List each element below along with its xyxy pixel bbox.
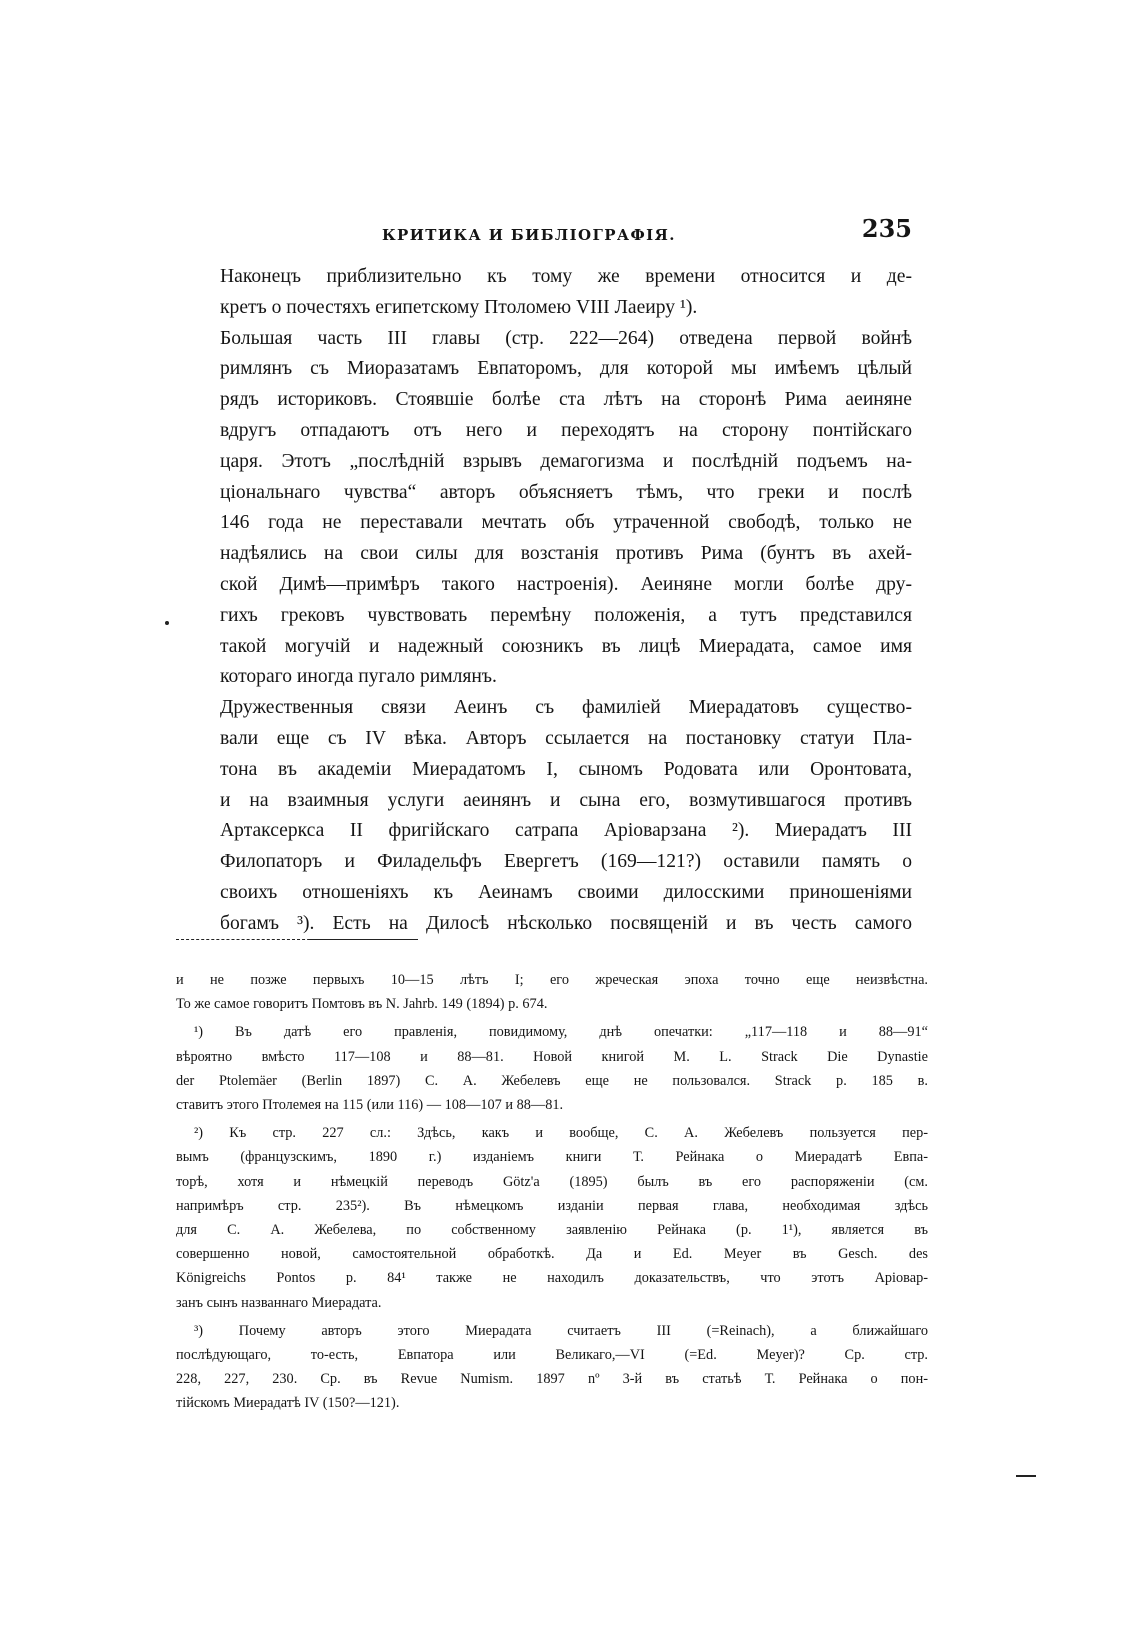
text-line: надѣялись на свои силы для возстанія противъ Рима (бунтъ въ ахей- xyxy=(220,543,912,565)
footnote-line: ²) Къ стр. 227 сл.: Здѣсь, какъ и вообще, С. А. Жебелевъ пользуется пер- xyxy=(194,1125,928,1142)
text-line: 146 года не переставали мечтать объ утраченной свободѣ, только не xyxy=(220,512,912,534)
main-text xyxy=(220,262,912,940)
footnote-line: напримѣръ стр. 235²). Въ нѣмецкомъ изданіи первая глава, необходимая здѣсь xyxy=(176,1197,928,1214)
text-line: Филопаторъ и Филадельфъ Евергетъ (169—121?) оставили память о xyxy=(220,851,912,873)
text-line: вдругъ отпадаютъ отъ него и переходятъ на сторону понтійскаго xyxy=(220,419,912,441)
text-line: своихъ отношеніяхъ къ Аеинамъ своими дилосскими приношеніями xyxy=(220,881,912,903)
footnote-line: То же самое говоритъ Помтовъ въ N. Jahrb. 149 (1894) p. 674. xyxy=(176,996,548,1013)
text-line: Большая часть III главы (стр. 222—264) отведена первой войнѣ xyxy=(220,327,912,349)
footnote-line: для С. А. Жебелева, по собственному заявленію Рейнака (p. 1¹), является въ xyxy=(176,1222,928,1239)
page-number: 235 xyxy=(861,214,912,243)
footnote-line: der Ptolemäer (Berlin 1897) С. А. Жебелевъ еще не пользовался. Strack p. 185 в. xyxy=(176,1072,928,1089)
footnote-line: ставитъ этого Птолемея на 115 (или 116) — 108—107 и 88—81. xyxy=(176,1097,564,1114)
text-line: гихъ грековъ чувствовать перемѣну положенія, а тутъ представился xyxy=(220,604,912,626)
margin-dash-mark xyxy=(1016,1475,1036,1477)
text-line: ской Димѣ—примѣръ такого настроенія). Аеиняне могли болѣе дру- xyxy=(220,573,912,595)
text-line: тона въ академіи Миерадатомъ I, сыномъ Родовата или Оронтовата, xyxy=(220,758,912,780)
text-line: и на взаимныя услуги аеинянъ и сына его, возмутившагося противъ xyxy=(220,789,912,811)
margin-mark xyxy=(165,621,169,625)
footnote-line: 228, 227, 230. Ср. въ Revue Numism. 1897 nº 3-й въ статьѣ Т. Рейнака о пон- xyxy=(176,1371,928,1388)
text-line: Артаксеркса II фригійскаго сатрапа Аріоварзана ²). Миерадатъ III xyxy=(220,820,912,842)
footnote-line: вѣроятно вмѣсто 117—108 и 88—81. Новой книгой M. L. Strack Die Dynastie xyxy=(176,1048,928,1065)
footnote-line: Königreichs Pontos p. 84¹ также не находилъ доказательствъ, что этотъ Аріовар- xyxy=(176,1270,928,1287)
footnotes xyxy=(176,968,928,1416)
text-line: Наконецъ приблизительно къ тому же времени относится и де- xyxy=(220,266,912,287)
footnote-line: ³) Почему авторъ этого Миерадата считаетъ III (=Reinach), а ближайшаго xyxy=(194,1322,928,1339)
text-line: Дружественныя связи Аеинъ съ фамиліей Миерадатовъ существо- xyxy=(220,697,912,719)
footnote-line: вымъ (французскимъ, 1890 г.) изданіемъ книги Т. Рейнака о Миерадатѣ Евпа- xyxy=(176,1149,928,1166)
text-line: царя. Этотъ „послѣдній взрывъ демагогизма и послѣдній подъемъ на- xyxy=(220,450,912,472)
text-line: богамъ ³). Есть на Дилосѣ нѣсколько посвященій и въ честь самого xyxy=(220,912,912,934)
running-head-title: КРИТИКА И БИБЛІОГРАФІЯ. xyxy=(382,226,676,244)
text-line: ціональнаго чувства“ авторъ объясняетъ тѣмъ, что греки и послѣ xyxy=(220,481,912,503)
running-head xyxy=(220,214,920,254)
footnote-line: торѣ, хотя и нѣмецкій переводъ Götz'а (1895) былъ въ его распоряженіи (см. xyxy=(176,1173,928,1190)
footnote-line: тійскомъ Миерадатѣ IV (150?—121). xyxy=(176,1395,400,1412)
text-line: римлянъ съ Миоразатамъ Евпаторомъ, для которой мы имѣемъ цѣлый xyxy=(220,358,912,380)
text-line: котораго иногда пугало римлянъ. xyxy=(220,666,497,688)
text-line: кретъ о почестяхъ египетскому Птоломею VIII Лаеиру ¹). xyxy=(220,296,698,318)
footnote-line: ¹) Въ датѣ его правленія, повидимому, днѣ опечатки: „117—118 и 88—91“ xyxy=(194,1024,928,1041)
footnote-line: совершенно новой, самостоятельной обработкѣ. Да и Ed. Meyer въ Gesch. des xyxy=(176,1246,928,1263)
text-line: рядъ историковъ. Стоявшіе болѣе ста лѣтъ на сторонѣ Рима аеиняне xyxy=(220,389,912,411)
footnote-line: послѣдующаго, то-есть, Евпатора или Великаго,—VI (=Ed. Meyer)? Ср. стр. xyxy=(176,1347,928,1364)
text-line: такой могучій и надежный союзникъ въ лицѣ Миерадата, самое имя xyxy=(220,635,912,657)
text-line: вали еще съ IV вѣка. Авторъ ссылается на постановку статуи Пла- xyxy=(220,727,912,749)
footnote-line: и не позже первыхъ 10—15 лѣтъ I; его жреческая эпоха точно еще неизвѣстна. xyxy=(176,972,928,988)
footnote-line: занъ сынъ названнаго Миерадата. xyxy=(176,1294,382,1311)
footnote-separator-solid xyxy=(310,939,418,940)
